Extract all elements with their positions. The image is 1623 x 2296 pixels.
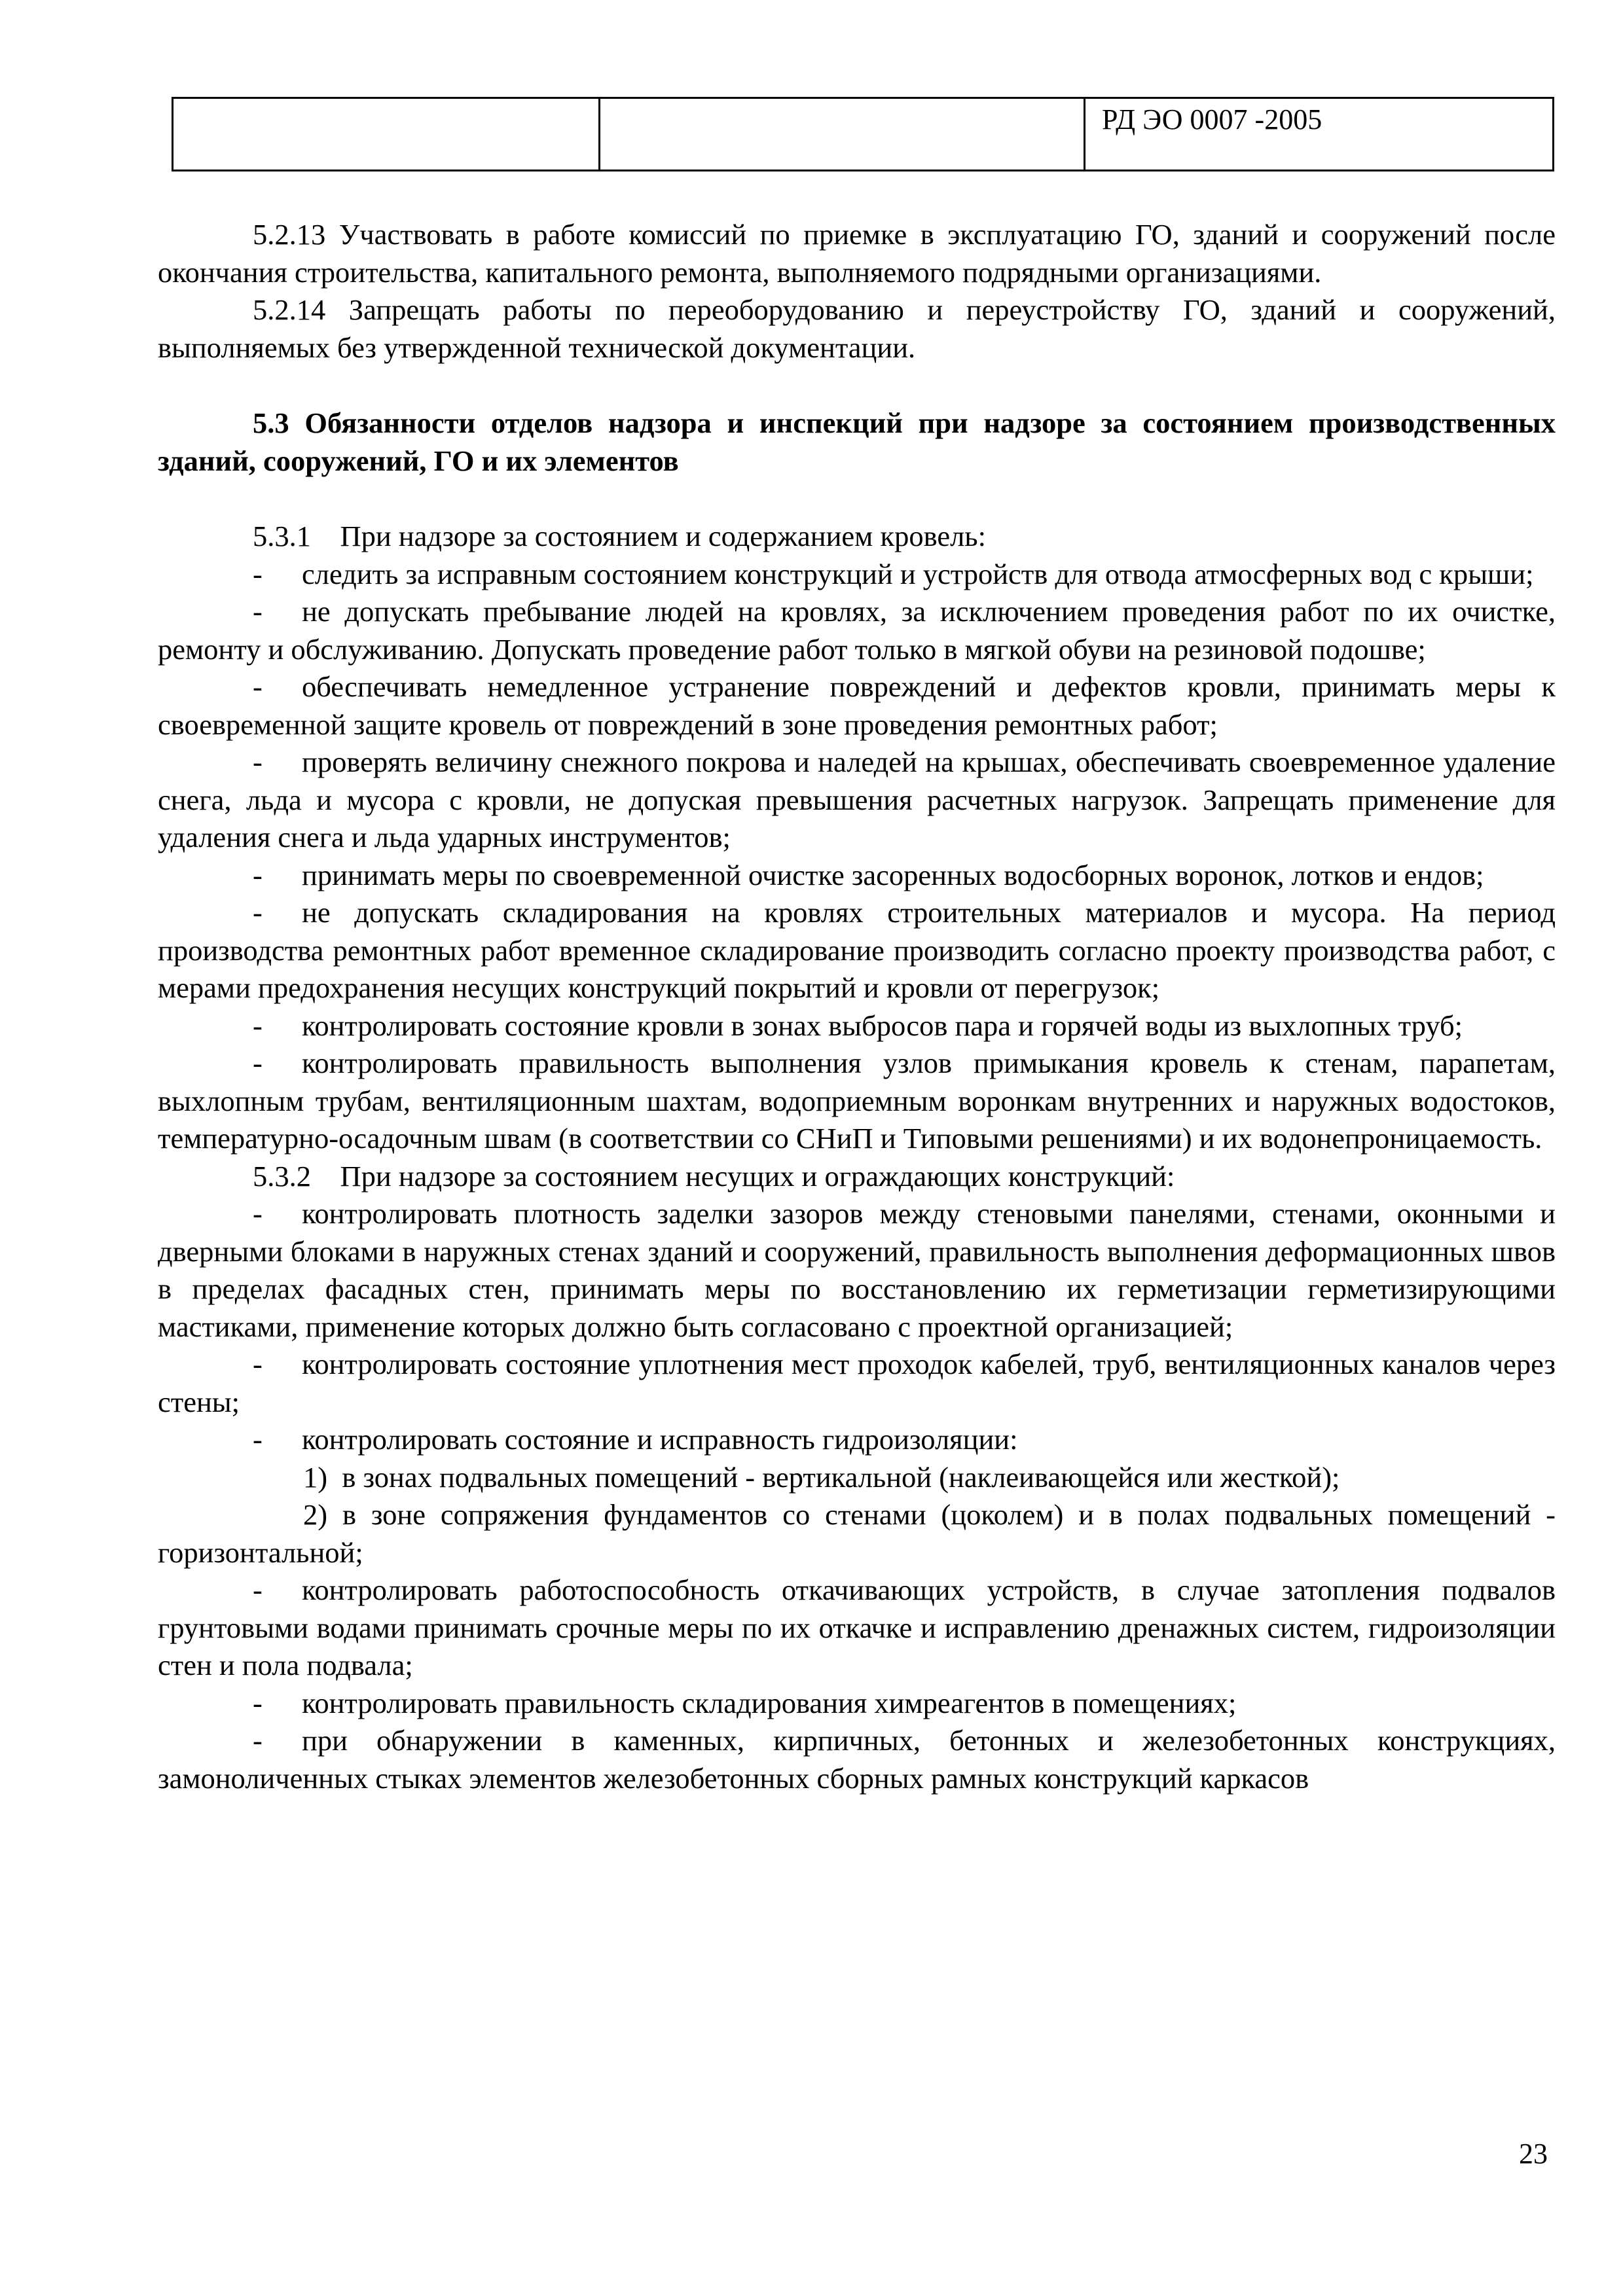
list-item: - контролировать правильность выполнения узлов примыкания кровель к стенам, парапетам, выхлопным трубам, вентиляционным шахтам, водоприемным воронкам внутренних и наружных водостоков, температурно-осадочным швам (в соответствии со СНиП и Типовыми решениями) и их водонепроницаемость. [158,1047,1556,1155]
numbered-item: 1) в зонах подвальных помещений - вертикальной (наклеивающейся или жесткой); [303,1460,1340,1494]
subsection-5-3-2: 5.3.2 При надзоре за состоянием несущих и ограждающих конструкций: [253,1159,1175,1193]
list-item: - контролировать правильность складирования химреагентов в помещениях; [253,1686,1237,1719]
subsection-5-3-1: 5.3.1 При надзоре за состоянием и содержанием кровель: [253,520,986,552]
list-item: - при обнаружении в каменных, кирпичных, бетонных и железобетонных конструкциях, замоноличенных стыках элементов железобетонных сборных рамных конструкций каркасов [158,1724,1556,1795]
list-item: - следить за исправным состоянием конструкций и устройств для отвода атмосферных вод с крыши; [253,557,1534,590]
section-heading-5-3: 5.3 Обязанности отделов надзора и инспекций при надзоре за состоянием производственных зданий, сооружений, ГО и их элементов [158,406,1556,477]
header-cell-empty-1 [173,99,600,170]
list-item: - контролировать плотность заделки зазоров между стеновыми панелями, стенами, оконными и дверными блоками в наружных стенах зданий и сооружений, правильность выполнения деформационных швов в пределах фасадных стен, принимать меры по восстановлению их герметизации герметизирующими мастиками, применение которых должно быть согласовано с проектной организацией; [158,1197,1556,1343]
document-code: РД ЭО 0007 -2005 [1102,103,1322,135]
list-item: - контролировать состояние и исправность гидроизоляции: [253,1423,1018,1456]
list-item: - контролировать состояние кровли в зонах выбросов пара и горячей воды из выхлопных труб; [253,1009,1463,1042]
list-item: - контролировать работоспособность откачивающих устройств, в случае затопления подвалов грунтовыми водами принимать срочные меры по их откачке и исправлению дренажных систем, гидроизоляции стен и пола подвала; [158,1573,1556,1681]
list-item: - проверять величину снежного покрова и наледей на крышах, обеспечивать своевременное удаление снега, льда и мусора с кровли, не допуская превышения расчетных нагрузок. Запрещать применение для удаления снега и льда ударных инструментов; [158,745,1556,853]
list-item: - не допускать складирования на кровлях строительных материалов и мусора. На период производства ремонтных работ временное складирование производить согласно проекту производства работ, с мерами предохранения несущих конструкций покрытий и кровли от перегрузок; [158,896,1556,1004]
list-item: - обеспечивать немедленное устранение повреждений и дефектов кровли, принимать меры к своевременной защите кровель от повреждений в зоне проведения ремонтных работ; [158,670,1556,741]
page-number: 23 [1519,2138,1548,2170]
header-table [172,97,1554,171]
numbered-item: 2) в зоне сопряжения фундаментов со стенами (цоколем) и в полах подвальных помещений - горизонтальной; [158,1498,1556,1569]
document-body [158,216,1556,1797]
list-item: - не допускать пребывание людей на кровлях, за исключением проведения работ по их очистке, ремонту и обслуживанию. Допускать проведение работ только в мягкой обуви на резиновой подошве; [158,595,1556,666]
list-item: - принимать меры по своевременной очистке засоренных водосборных воронок, лотков и ендов; [253,858,1484,891]
list-item: - контролировать состояние уплотнения мест проходок кабелей, труб, вентиляционных каналов через стены; [158,1348,1556,1418]
paragraph-5-2-14: 5.2.14 Запрещать работы по переоборудованию и переустройству ГО, зданий и сооружений, выполняемых без утвержденной технической документации. [158,293,1556,364]
header-cell-empty-2 [600,99,1085,170]
paragraph-5-2-13: 5.2.13 Участвовать в работе комиссий по приемке в эксплуатацию ГО, зданий и сооружений после окончания строительства, капитального ремонта, выполняемого подрядными организациями. [158,218,1556,289]
